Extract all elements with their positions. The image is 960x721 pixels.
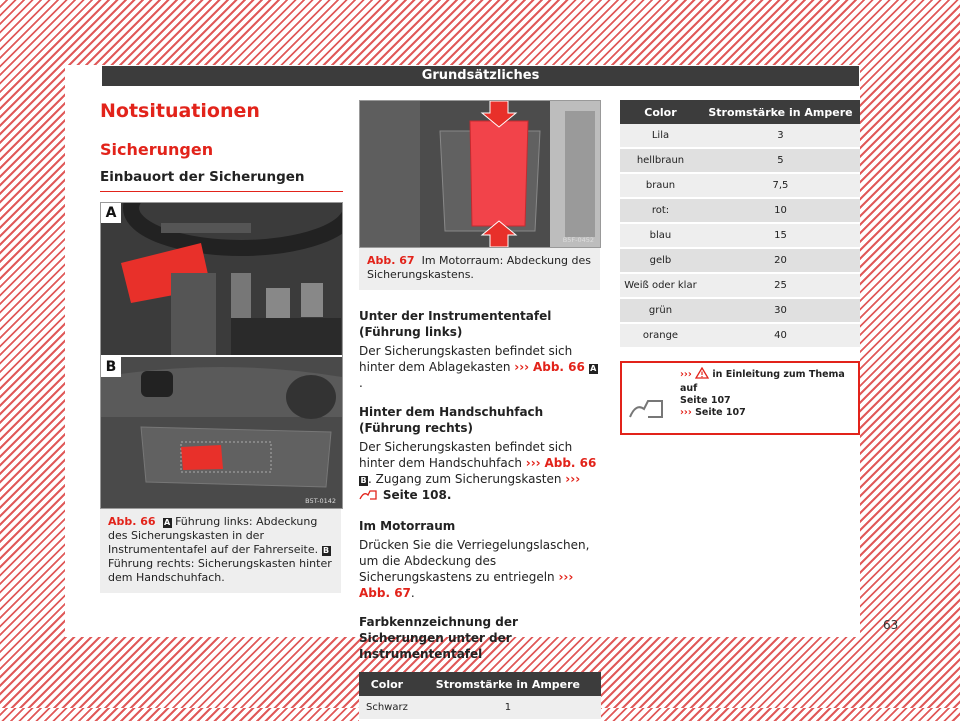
fuse-color-cell: Lila <box>620 124 701 148</box>
fuse-color-cell: blau <box>620 223 701 248</box>
manual-icon <box>628 397 668 425</box>
fuse-table-right <box>620 100 860 349</box>
arrows: ››› <box>525 456 541 470</box>
fuse-ampere-cell: 7,5 <box>701 173 860 198</box>
table-row <box>620 148 860 173</box>
figure-link[interactable]: Abb. 67 <box>359 586 411 600</box>
page-link[interactable]: Seite 108. <box>382 488 452 502</box>
reference-page[interactable]: Seite 107 <box>695 407 746 418</box>
para-heading-1: Unter der Instrumententafel (Führung links) <box>359 309 552 339</box>
paragraph-text: . Zugang zum Sicherungskasten <box>368 472 562 486</box>
arrows: ››› <box>680 407 692 418</box>
table-row <box>620 124 860 148</box>
figure-66a-image <box>101 203 342 355</box>
subsection-title: Einbauort der Sicherungen <box>100 169 343 192</box>
fuse-color-cell: hellbraun <box>620 148 701 173</box>
paragraph-1: Der Sicherungskasten befindet sich hinter dem Ablagekasten ››› Abb. 66 A. <box>359 344 597 390</box>
paragraph-text: Der Sicherungskasten befindet sich hinter dem Handschuhfach <box>359 440 573 470</box>
figure-66b-image <box>101 357 342 508</box>
paragraph-3: Drücken Sie die Verriegelungslaschen, um die Abdeckung des Sicherungskastens zu entriegeln ››› Abb. 67. <box>359 538 590 600</box>
table-row <box>620 298 860 323</box>
fuse-table-left <box>359 672 601 721</box>
fuse-color-cell: braun <box>620 173 701 198</box>
fuse-color-cell: grün <box>620 298 701 323</box>
reference-page[interactable]: Seite 107 <box>680 395 731 406</box>
fuse-ampere-cell: 25 <box>701 273 860 298</box>
paragraph-2 <box>359 439 601 505</box>
para-heading-2: Hinter dem Handschuhfach (Führung rechts) <box>359 405 544 435</box>
reference-line-1 <box>680 367 858 407</box>
arrows: ››› <box>514 360 530 374</box>
caption-text: Im Motorraum: Abdeckung des Sicherungskastens. <box>367 254 592 281</box>
fuse-color-cell: rot: <box>620 198 701 223</box>
box-letter-a: A <box>590 364 597 373</box>
reference-box <box>620 361 860 435</box>
page-number: 63 <box>883 618 899 632</box>
figure-code: B5F-0452 <box>562 236 594 244</box>
figure-ref: Abb. 66 <box>108 515 156 528</box>
table-row <box>620 198 860 223</box>
figure-66 <box>100 202 343 509</box>
box-letter-b: B <box>323 546 330 555</box>
header-bar: Grundsätzliches <box>102 66 859 86</box>
table-header-ampere: Stromstärke in Ampere <box>415 672 601 696</box>
fuse-ampere-cell: 5 <box>701 148 860 173</box>
reference-text: in Einleitung zum Thema auf <box>680 369 845 394</box>
warning-icon <box>695 367 709 383</box>
para-heading-4: Farbkennzeichnung der Sicherungen unter der Instrumententafel <box>359 615 518 661</box>
table-row <box>620 173 860 198</box>
figure-67-caption <box>359 248 600 290</box>
reference-line-2 <box>680 407 746 418</box>
arrows: ››› <box>680 369 692 380</box>
arrows: ››› <box>565 472 581 486</box>
table-row <box>620 248 860 273</box>
fuse-ampere-cell: 40 <box>701 323 860 348</box>
figure-67-image <box>360 101 600 247</box>
fuse-color-cell: Schwarz <box>359 696 415 720</box>
figure-ref: Abb. 67 <box>367 254 415 267</box>
box-letter-a: A <box>163 518 171 527</box>
figure-label-b: B <box>101 357 121 377</box>
column-right <box>620 100 860 435</box>
table-header-color: Color <box>359 672 415 696</box>
paragraph-text: Drücken Sie die Verriegelungslaschen, um die Abdeckung des Sicherungskastens zu entriegeln <box>359 538 590 584</box>
paragraph-text: Der Sicherungskasten befindet sich hinter dem Ablagekasten <box>359 344 573 374</box>
table-row <box>620 223 860 248</box>
fuse-color-cell: gelb <box>620 248 701 273</box>
box-letter-b: B <box>360 476 367 485</box>
fuse-color-cell: orange <box>620 323 701 348</box>
table-row <box>620 323 860 348</box>
figure-link[interactable]: Abb. 66 <box>532 360 585 374</box>
fuse-ampere-cell: 3 <box>701 124 860 148</box>
figure-66-caption <box>100 509 341 593</box>
table-header-ampere: Stromstärke in Ampere <box>701 100 860 124</box>
fuse-ampere-cell: 15 <box>701 223 860 248</box>
column-left <box>100 100 343 593</box>
column-middle <box>359 100 601 721</box>
para-heading-3: Im Motorraum <box>359 519 456 533</box>
table-row <box>359 696 601 720</box>
caption-text-a: Führung links: Abdeckung des Sicherungskasten in der Instrumententafel auf der Fahrerseite. <box>108 515 319 556</box>
fuse-ampere-cell: 1 <box>415 696 601 720</box>
figure-67 <box>359 100 601 248</box>
figure-code: B5T-0142 <box>305 497 336 505</box>
arrows: ››› <box>558 570 574 584</box>
table-header-color: Color <box>620 100 701 124</box>
figure-link[interactable]: Abb. 66 <box>544 456 597 470</box>
caption-text-b: Führung rechts: Sicherungskasten hinter dem Handschuhfach. <box>108 557 332 584</box>
manual-icon <box>359 489 379 505</box>
figure-label-a: A <box>101 203 121 223</box>
section-title: Sicherungen <box>100 140 214 159</box>
chapter-title: Notsituationen <box>100 100 260 122</box>
fuse-ampere-cell: 30 <box>701 298 860 323</box>
table-row <box>620 273 860 298</box>
fuse-ampere-cell: 10 <box>701 198 860 223</box>
fuse-ampere-cell: 20 <box>701 248 860 273</box>
fuse-color-cell: Weiß oder klar <box>620 273 701 298</box>
